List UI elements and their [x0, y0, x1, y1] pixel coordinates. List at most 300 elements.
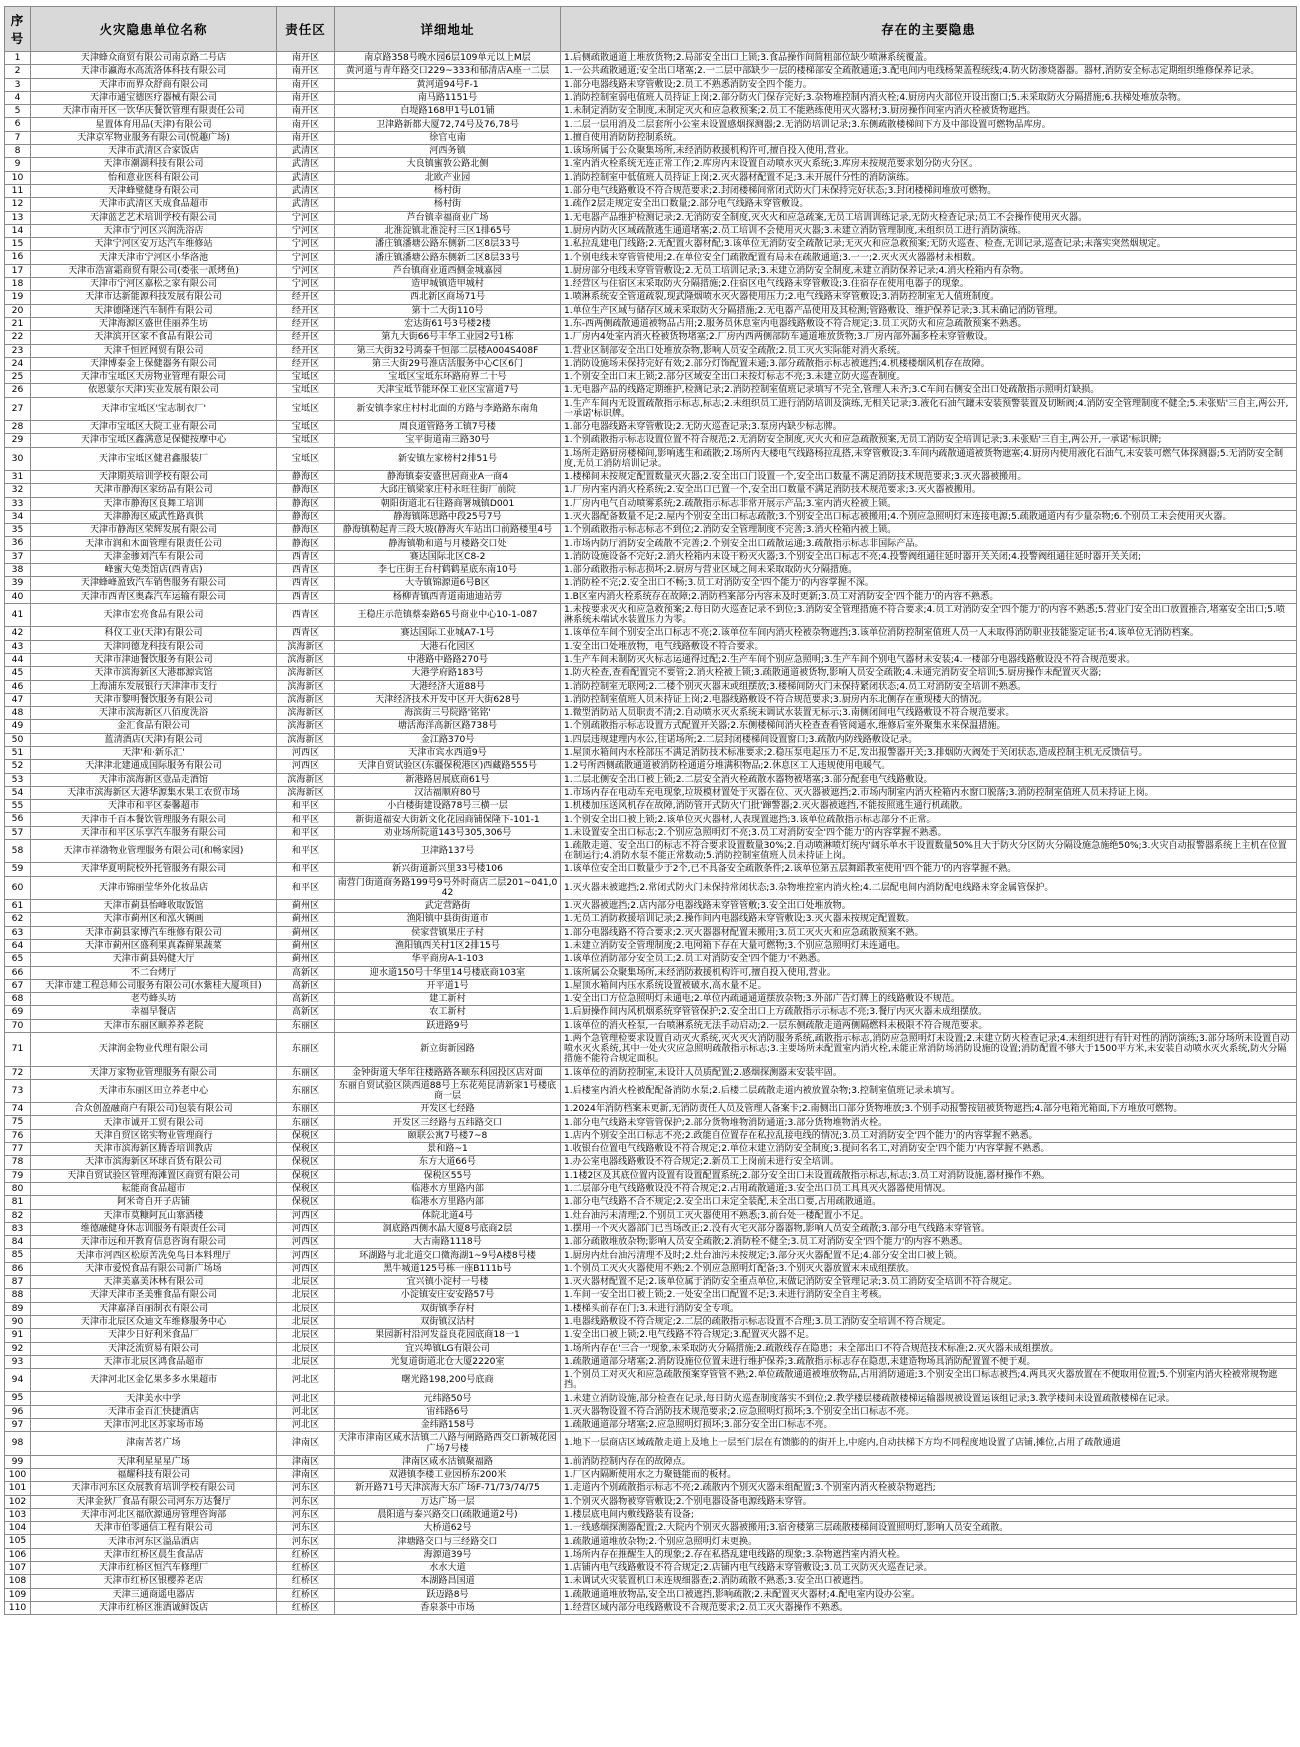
row-address: 小淀镇安庄安安路57号	[335, 1289, 561, 1302]
table-row	[5, 603, 1297, 626]
row-unit-name: 蓝清酒店(天津)有限公司	[31, 733, 277, 746]
row-unit-name: 天津蓝艺艺术培训学校有限公司	[31, 211, 277, 224]
row-index: 58	[5, 840, 31, 863]
col-header-unit-name: 火灾隐患单位名称	[31, 7, 277, 52]
row-index: 107	[5, 1562, 31, 1575]
row-hazards: 1.生产车间未制防灭火标志运通得过配;2.生产车间个别应急照明;3.生产车间个别电气器材未安装;4.一楼部分电器线路敷设没不符合规范要求。	[561, 653, 1297, 666]
row-district: 静海区	[277, 484, 335, 497]
row-district: 河北区	[277, 1392, 335, 1405]
row-address: 临港水方里路内部	[335, 1196, 561, 1209]
row-hazards: 1.微型消防站人员职责不清;2.自动喷水灭火系统未调试水装置无标示;3.南侧闭间电气线路敷设不符合规范要求。	[561, 707, 1297, 720]
table-row	[5, 1432, 1297, 1455]
row-unit-name: 天津市润和木面管理有限责任公司	[31, 537, 277, 550]
row-unit-name: 天津自贸试验区管理海滩置区商贸有限公司	[31, 1169, 277, 1182]
row-index: 45	[5, 667, 31, 680]
table-row	[5, 131, 1297, 144]
row-unit-name: 天津市宏亮食品有限公司	[31, 603, 277, 626]
row-unit-name: 金汇食品有限公司	[31, 720, 277, 733]
row-hazards: 1.安全出口处堆放物，电气线路敷设不符合要求。	[561, 640, 1297, 653]
row-address: 建工新村	[335, 993, 561, 1006]
row-unit-name: 天津市宁河区兴润洗浴店	[31, 224, 277, 237]
row-hazards: 1.疏散通道堆放杂物;2.个别应急照明灯未更换。	[561, 1535, 1297, 1548]
row-district: 河西区	[277, 1249, 335, 1262]
table-row	[5, 1222, 1297, 1235]
row-hazards: 1.该单位的消火栓泵,一台喷淋系统无法手动启动;2.一层东侧疏散走道两侧隔燃料未极限不符合规范要求。	[561, 1019, 1297, 1032]
row-unit-name: 天津市宝坻区天房物业管理有限公司	[31, 371, 277, 384]
row-hazards: 1.疏作2层走规定安全出口数量;2.部分电气线路未穿管敷设。	[561, 198, 1297, 211]
row-unit-name: 天津静海区威武性路真供	[31, 510, 277, 523]
row-hazards: 1.未设置安全出口标志;2.个别应急照明灯不亮;3.员工对消防安全'四个能力'的内容掌握不熟悉。	[561, 826, 1297, 839]
row-hazards: 1.厨房部分电线未穿管管敷设;2.无员工培训记录;3.未建立消防安全制度,未建立消防保养记录;4.消火栓箱内有杂物。	[561, 264, 1297, 277]
row-address: 黑牛城道125号栋一座B111b号	[335, 1262, 561, 1275]
row-address: 大邱庄镇梁家庄村永旺往街厂前院	[335, 484, 561, 497]
table-row	[5, 251, 1297, 264]
row-hazards: 1.办公室电器线路敷设不符合规定;2.新员工上岗前未进行安全培训。	[561, 1156, 1297, 1169]
table-row	[5, 344, 1297, 357]
row-address: 塘活海洋高新区路738号	[335, 720, 561, 733]
row-address: 第三大街29号淮店活服务中心C区6门	[335, 357, 561, 370]
row-index: 71	[5, 1033, 31, 1067]
row-unit-name: 天津市莫糠阿瓦山寨酒楼	[31, 1209, 277, 1222]
row-district: 宁河区	[277, 211, 335, 224]
row-address: 迎水道150号十华里14号楼底商103室	[335, 966, 561, 979]
table-row	[5, 184, 1297, 197]
row-hazards: 1.后厨操作间内风机烟系统穿管管保护;2.安全出口上方疏散指示示标志不亮;3.餐厅内灭火器未成组摆放。	[561, 1006, 1297, 1019]
row-hazards: 1.四层违规建理内水公,往诺场所;2.二层封闭楼梯间设置窗口;3.疏散内防线路敷设记录。	[561, 733, 1297, 746]
row-hazards: 1.店铺内电气线路敷设不符合规定;2.店铺内电气线路末穿管敷设;3.员工灭防灭火巡查记录。	[561, 1562, 1297, 1575]
table-row	[5, 1209, 1297, 1222]
row-address: 海源道39号	[335, 1548, 561, 1561]
row-address: 宙纬路6号	[335, 1405, 561, 1418]
row-district: 宁河区	[277, 278, 335, 291]
row-hazards: 1.厂房内室内消火栓系统;2.安全出口已置一个,安全出口数量不满足消防技术规范要求;3.灭火器被搬用。	[561, 484, 1297, 497]
row-index: 67	[5, 979, 31, 992]
row-unit-name: 天津市河东区溢品酒店	[31, 1535, 277, 1548]
row-unit-name: 幸福早餐店	[31, 1006, 277, 1019]
row-index: 52	[5, 760, 31, 773]
row-unit-name: 天津润金物业代理有限公司	[31, 1033, 277, 1067]
table-row	[5, 1548, 1297, 1561]
row-index: 13	[5, 211, 31, 224]
row-index: 85	[5, 1249, 31, 1262]
table-row	[5, 65, 1297, 78]
table-row	[5, 773, 1297, 786]
row-index: 66	[5, 966, 31, 979]
table-row	[5, 1182, 1297, 1195]
row-unit-name: 天津市瀛海水高流洛体科技有限公司	[31, 65, 277, 78]
table-row	[5, 91, 1297, 104]
row-unit-name: 天津市红桥区恒汽车修理厂	[31, 1562, 277, 1575]
row-address: 渔阳镇西关村1区2排15号	[335, 939, 561, 952]
row-hazards: 1.灶台油污未清理;2.个别员工灭火器使用不熟悉;3.前台处一楼配置小不足。	[561, 1209, 1297, 1222]
table-row	[5, 1079, 1297, 1102]
row-hazards: 1.市场内存在电动车充电现象,垃圾模材置处于灭器在位、灭火器被遮挡;2.市场内制室内消火栓箱内水窗口脱落;3.消防控制室值班人员未持证上岗。	[561, 786, 1297, 799]
table-row	[5, 1033, 1297, 1067]
table-row	[5, 640, 1297, 653]
row-district: 红桥区	[277, 1548, 335, 1561]
row-hazards: 1.二层部分电气线路敷设没不符合规定;2.占用疏散通道;3.安全出口员工具具灭火器器使用情况。	[561, 1182, 1297, 1195]
row-hazards: 1.楼梯头前存在门;3.未进行消防安全专项。	[561, 1302, 1297, 1315]
row-hazards: 1.灭火器未被遮挡;2.常闭式防火门未保持常闭状态;3.杂物堆控室内消火栓;4.二层配电间内消防配电线路未穿金属管保护。	[561, 876, 1297, 899]
row-address: 颐联公寓7号楼7~8	[335, 1129, 561, 1142]
row-index: 69	[5, 1006, 31, 1019]
row-unit-name: 天津市潮湖科技有限公司	[31, 158, 277, 171]
row-address: 开发区三经路与五纬路交口	[335, 1116, 561, 1129]
row-unit-name: 天津市滨海新区腾香培训教店	[31, 1143, 277, 1156]
row-unit-name: 天津市东丽区颐养养老院	[31, 1019, 277, 1032]
row-address: 元纬路50号	[335, 1392, 561, 1405]
row-unit-name: 天津市伯零通信工程有限公司	[31, 1522, 277, 1535]
row-address: 新安镇左家榜村2排51号	[335, 447, 561, 470]
row-index: 31	[5, 471, 31, 484]
row-address: 新港路居展底商61号	[335, 773, 561, 786]
row-hazards: 1.二层一层用消及二层套所小公室未设置感烟探测器;2.无消防培训记录;3.东侧疏散楼梯间下方及中部设置可燃物品库房。	[561, 118, 1297, 131]
row-address: 大良镇蜜敦公路北侧	[335, 158, 561, 171]
row-address: 河西务镇	[335, 145, 561, 158]
row-hazards: 1.喷淋系统安全管道疏裂,现武隆烟喷水灭火器使用压力;2.电气线路未穿管敷设;3.消防控制室无人值班制度。	[561, 291, 1297, 304]
row-unit-name: 怡和意业医科有限公司	[31, 171, 277, 184]
row-hazards: 1.市场内防厅消防安全疏散不完善;2.个别安全出口疏散运通;3.疏散指示标志非国际产品。	[561, 537, 1297, 550]
row-unit-name: 天津金骖刘汽车有限公司	[31, 550, 277, 563]
row-district: 西青区	[277, 627, 335, 640]
row-unit-name: 天津市西青区奥森汽车运输有限公司	[31, 590, 277, 603]
table-row	[5, 1495, 1297, 1508]
table-row	[5, 278, 1297, 291]
row-index: 23	[5, 344, 31, 357]
row-district: 和平区	[277, 813, 335, 826]
row-district: 津南区	[277, 1432, 335, 1455]
row-hazards: 1.安全出口方位急照明灯未通电;2.单位内疏通通道摆放杂物;3.外部广告灯牌上的线路敷设不规范。	[561, 993, 1297, 1006]
row-unit-name: 天津市滨海新区壹品走酒馆	[31, 773, 277, 786]
row-hazards: 1.消防设施设备不完好;2.消火栓箱内未设干粉灭火器;3.个别安全出口标志不亮;4.投警阀组通往延时器开关关闭;4.投警阀组通往延时器开关关闭;	[561, 550, 1297, 563]
table-row	[5, 786, 1297, 799]
row-address: 光复道街道北仓大厦2220室	[335, 1355, 561, 1368]
row-address: 天津自贸试验区(东疆保税港区)西藏路555号	[335, 760, 561, 773]
row-address: 南营门街道商务路199号9号外时商店二层201~041,042	[335, 876, 561, 899]
row-index: 54	[5, 786, 31, 799]
row-hazards: 1.单位生产区域与储存区域未采取防火分隔措施;2.无电器产品使用及其检测;管路敷设、维护保养记录;3.其未确记消防管理。	[561, 304, 1297, 317]
table-row	[5, 1482, 1297, 1495]
row-district: 武清区	[277, 158, 335, 171]
row-district: 北辰区	[277, 1302, 335, 1315]
row-index: 62	[5, 913, 31, 926]
table-row	[5, 158, 1297, 171]
table-row	[5, 434, 1297, 447]
table-row	[5, 1262, 1297, 1275]
row-district: 红桥区	[277, 1588, 335, 1601]
row-hazards: 1.摆用一个灭火器部门已当场改正;2.没有火宅灭部分器器物,影响人员安全疏散;3.部分电气线路末穿管管。	[561, 1222, 1297, 1235]
table-row	[5, 1196, 1297, 1209]
row-hazards: 1.灭火器物设置不符合消防技术规范要求;2.应急照明灯损坏;3.个别安全出口标志不亮。	[561, 1405, 1297, 1418]
row-district: 和平区	[277, 840, 335, 863]
row-district: 津南区	[277, 1455, 335, 1468]
table-row	[5, 1588, 1297, 1601]
row-unit-name: 天津德隆迷汽车制件有限公司	[31, 304, 277, 317]
row-hazards: 1.部分疏散指示标志损坏;2.厨房与营业区域之间未采取取防火分隔措施。	[561, 564, 1297, 577]
row-unit-name: 天津市而界众舒商有限公司	[31, 78, 277, 91]
row-index: 57	[5, 826, 31, 839]
row-unit-name: 天津市南开区一饮华庆餐饮管理有限责任公司	[31, 105, 277, 118]
row-address: 静海镇泰安盛世居商业A一商4	[335, 471, 561, 484]
row-hazards: 1.二层北侧安全出口被上锁;2.二层安全消火栓疏散水器物被堵塞;3.部分配套电气线路敷设。	[561, 773, 1297, 786]
table-row	[5, 447, 1297, 470]
row-unit-name: 天津市通宝德医疗器械有限公司	[31, 91, 277, 104]
row-address: 武定营路街	[335, 900, 561, 913]
row-address: 造甲城镇造甲城村	[335, 278, 561, 291]
table-row	[5, 577, 1297, 590]
table-row	[5, 264, 1297, 277]
row-district: 南开区	[277, 118, 335, 131]
row-address: 周良道管路务工镇7号楼	[335, 421, 561, 434]
row-address: 北淮淀镇北淮淀村三区1排65号	[335, 224, 561, 237]
col-header-address: 详细地址	[335, 7, 561, 52]
row-hazards: 1.营业区制部安全出口处堆放杂物,影响人员安全疏散;2.员工灭火实际能对消火系统。	[561, 344, 1297, 357]
row-index: 20	[5, 304, 31, 317]
table-row	[5, 1019, 1297, 1032]
table-row	[5, 211, 1297, 224]
row-unit-name: 天津利星星星广场	[31, 1455, 277, 1468]
row-hazards: 1.生产车间内无设置疏散指示标志,标志;2.未组织员工进行消防培训及演练,无相关记录;3.液化石油气罐未安装预警装置及切断阀;4.消防安全管理制度不健全;5.未张贴'三自主,两公开,一承诺'标识牌。	[561, 397, 1297, 420]
row-address: 跃进路9号	[335, 1019, 561, 1032]
table-row	[5, 118, 1297, 131]
table-row	[5, 926, 1297, 939]
row-address: 静海镇勒起青三段大坡(静海火车站出口前路楼里4号	[335, 524, 561, 537]
row-hazards: 1.防火栓查,查看配置完不要管;2.消火栓被上锁;3.疏散通道被货物,影响人员安全疏散;4.未通完消防安全培训;5.厨房操作未配置灭火器;	[561, 667, 1297, 680]
row-address: 宜兴镇小淀村一号楼	[335, 1276, 561, 1289]
table-row	[5, 826, 1297, 839]
row-address: 潘庄镇潘塘公路东侧新二区8层33号	[335, 251, 561, 264]
row-unit-name: 天津金狄厂食品有限公司河东万达餐厅	[31, 1495, 277, 1508]
table-row	[5, 510, 1297, 523]
row-address: 双街镇汉沽村	[335, 1315, 561, 1328]
row-unit-name: 天津市远和开教育信息咨询有限公司	[31, 1236, 277, 1249]
row-address: 杨柳青镇西青道南迪迪站劳	[335, 590, 561, 603]
row-unit-name: 阿米奇自开子店铺	[31, 1196, 277, 1209]
col-header-district: 责任区	[277, 7, 335, 52]
row-district: 河东区	[277, 1495, 335, 1508]
row-hazards: 1.未建立消防安全管理制度;2.电网箱下存在大量可燃物;3.个别应急照明灯未连通电。	[561, 939, 1297, 952]
row-district: 河西区	[277, 760, 335, 773]
table-row	[5, 471, 1297, 484]
row-address: 第九大街66号丰华工业园2号1栋	[335, 331, 561, 344]
row-address: 东方大道66号	[335, 1156, 561, 1169]
row-index: 95	[5, 1392, 31, 1405]
row-unit-name: 天津市锦丽莹华外化妆品店	[31, 876, 277, 899]
row-hazards: 1.灭火器被遮挡;2.店内部分电器线路未穿管管敷;3.安全出口处堆放物。	[561, 900, 1297, 913]
row-hazards: 1.疏散通道堆放物品,安全出口被遮挡,影响疏散;2.未配置灭火器材;4.配电室内设办公室。	[561, 1588, 1297, 1601]
row-unit-name: 天津市蓟县怡峰收取饭馆	[31, 900, 277, 913]
row-hazards: 1.个别灭火器物被穿管敷设;2.个别电器设备电源线路未穿管。	[561, 1495, 1297, 1508]
row-district: 宝坻区	[277, 434, 335, 447]
row-district: 河西区	[277, 1262, 335, 1275]
row-unit-name: 天津市祥渤物业管理服务有限公司(和畅家园)	[31, 840, 277, 863]
row-address: 大桥道62号	[335, 1522, 561, 1535]
row-unit-name: 天津市滨海新区大港华源集水果工农贸市场	[31, 786, 277, 799]
row-unit-name: 天津嘉泽百丽制衣有限公司	[31, 1302, 277, 1315]
row-hazards: 1.个别疏散指示标志设置方式配置开关器;2.东侧楼梯间消火栓查查看管阅通水,维修后室外聚集水来保温措施。	[561, 720, 1297, 733]
row-unit-name: 天津市北辰区鸿食品超市	[31, 1355, 277, 1368]
table-row	[5, 1535, 1297, 1548]
row-unit-name: 天津宁河区安万达汽车维修站	[31, 238, 277, 251]
row-unit-name: 天津津北建通成国际服务有限公司	[31, 760, 277, 773]
row-address: 黄河道94号F-1	[335, 78, 561, 91]
row-index: 103	[5, 1508, 31, 1521]
row-address: 果园新村沿河发益良花园底商18一1	[335, 1329, 561, 1342]
row-index: 28	[5, 421, 31, 434]
row-address: 徐官屯南	[335, 131, 561, 144]
row-hazards: 1.部分电气线路未穿管管保护;2.部分货物堆物消防通道;3.部分货物堆物消火栓。	[561, 1116, 1297, 1129]
row-hazards: 1.1楼2区及其底位置内设置有设置配置系统;2.部分安全出口未设置疏散指示标志,标志;3.员工对消防设施,器材操作不熟。	[561, 1169, 1297, 1182]
table-head	[5, 7, 1297, 52]
table-row	[5, 331, 1297, 344]
row-hazards: 1.个别疏散指示标志标志不到位;2.消防安全管理制度不完善;3.消火栓箱内被上锁。	[561, 524, 1297, 537]
row-address: 本湖路昌国道	[335, 1575, 561, 1588]
row-unit-name: 天津三通商遥电器店	[31, 1588, 277, 1601]
row-district: 北辰区	[277, 1289, 335, 1302]
row-index: 6	[5, 118, 31, 131]
row-address: 晨阳道与泰兴路交口(疏散通道2号)	[335, 1508, 561, 1521]
row-hazards: 1.楼层底电间内敷线路装有设备;	[561, 1508, 1297, 1521]
row-index: 73	[5, 1079, 31, 1102]
row-unit-name: 天津蜂峰盈致汽车销售服务有限公司	[31, 577, 277, 590]
row-index: 17	[5, 264, 31, 277]
row-index: 68	[5, 993, 31, 1006]
table-row	[5, 317, 1297, 330]
row-unit-name: 天津市建工程总师公司服务有限公司(水紫桂大厦项目)	[31, 979, 277, 992]
row-district: 静海区	[277, 471, 335, 484]
row-district: 西青区	[277, 577, 335, 590]
row-hazards: 1.后楼室内消火栓被配配备消防水泵;2.后楼二层疏散走道内被放置杂物;3.控制室值班记录未填写。	[561, 1079, 1297, 1102]
row-address: 大港经济大道88号	[335, 680, 561, 693]
table-row	[5, 993, 1297, 1006]
row-district: 滨海新区	[277, 707, 335, 720]
row-hazards: 1.疏散走道、安全出口的标志不符合要求设置数量30%;2.自动喷淋喷灯统内'阔乐单水干设置数量50%且大于防火分区防火分隔设施急施绝50%;3.火灾自动报警器系统上主机在位置在制运行;4.消防水泵不能正常数动;5.消防控制室值班人员未持证上岗。	[561, 840, 1297, 863]
row-district: 滨海新区	[277, 786, 335, 799]
row-index: 99	[5, 1455, 31, 1468]
row-address: 新安镇李家庄村村北面的方路与李路路东南角	[335, 397, 561, 420]
row-hazards: 1.消防控制室弱电值班人员持证上岗;2.部分防火门保存完好;3.杂物堆控制内消火栓;4.厨房内火部位开设出窗口;5.未采取防火分隔措施;6.扶梯处堆放杂物。	[561, 91, 1297, 104]
row-index: 36	[5, 537, 31, 550]
row-district: 河西区	[277, 746, 335, 759]
row-index: 110	[5, 1601, 31, 1614]
row-index: 41	[5, 603, 31, 626]
table-row	[5, 1575, 1297, 1588]
row-hazards: 1.私拉乱建电门线路;2.无配置火器材配;3.该单位无消防安全疏散记录;无灭火和应急救预案;无防火巡查、检查,无训记录,巡查记录;未落实突然烟规定。	[561, 238, 1297, 251]
row-district: 静海区	[277, 497, 335, 510]
row-address: 天津经济技术开发中区开大街628号	[335, 693, 561, 706]
row-unit-name: 星置体育用品(天津)有限公司	[31, 118, 277, 131]
row-unit-name: 天津海源区盛世佳丽养生坊	[31, 317, 277, 330]
row-index: 42	[5, 627, 31, 640]
row-hazards: 1.部分疏散堆放杂物;影响人员安全疏散;2.消防栓不健全;3.员工对消防安全'四个能力'的内容不熟悉。	[561, 1236, 1297, 1249]
row-unit-name: 天津自贸区铭实物业管理商行	[31, 1129, 277, 1142]
table-row	[5, 224, 1297, 237]
table-row	[5, 145, 1297, 158]
row-unit-name: 天津市宝坻区鑫满意足保健按摩中心	[31, 434, 277, 447]
row-address: 开发区七经路	[335, 1103, 561, 1116]
row-district: 滨海新区	[277, 640, 335, 653]
row-district: 东丽区	[277, 1066, 335, 1079]
row-index: 59	[5, 863, 31, 876]
row-hazards: 1.经营区与住宿区末采取防火分隔措施;2.住宿区电气线路未穿管敷设;3.住宿存在使用电器子的现象。	[561, 278, 1297, 291]
row-address: 第十二大街110号	[335, 304, 561, 317]
row-unit-name: 天津市诚开工贸有限公司	[31, 1116, 277, 1129]
row-unit-name: 福耀科技有限公司	[31, 1468, 277, 1481]
row-address: 金钟街道大华年往楼路路各颐东科园投区店对面	[335, 1066, 561, 1079]
row-district: 蓟州区	[277, 926, 335, 939]
row-index: 65	[5, 953, 31, 966]
row-hazards: 1.厨房内灶台油污清理不及时;2.灶台油污未按规定;3.部分灭火器配置不足;4.部分安全出口被上锁。	[561, 1249, 1297, 1262]
row-address: 万达广场一层	[335, 1495, 561, 1508]
row-district: 滨海新区	[277, 667, 335, 680]
row-address: 水水大道	[335, 1562, 561, 1575]
table-row	[5, 667, 1297, 680]
row-hazards: 1.疏散通道部分堵塞;2.应急照明灯损坏;3.部分安全出口标志不亮。	[561, 1419, 1297, 1432]
row-address: 临港水方里路内部	[335, 1182, 561, 1195]
row-address: 海滨街三号院路'铭铭'	[335, 707, 561, 720]
table-row	[5, 1289, 1297, 1302]
row-unit-name: 天津市静海区良舞工培训	[31, 497, 277, 510]
row-hazards: 1.厂区内隔断使用水之力聚链能而的板材。	[561, 1468, 1297, 1481]
row-hazards: 1.前消防控制内存在的故障点。	[561, 1455, 1297, 1468]
row-address: 双街镇季存村	[335, 1302, 561, 1315]
row-index: 60	[5, 876, 31, 899]
row-hazards: 1.未制定消防安全制度,未制定灭火和应急救预案;2.员工不能熟练使用灭火器材;3.厨房操作间室内消火栓被货物遮挡。	[561, 105, 1297, 118]
row-unit-name: 天津京军物业服务有限公司(悦趣广场)	[31, 131, 277, 144]
table-row	[5, 357, 1297, 370]
table-row	[5, 1562, 1297, 1575]
table-row	[5, 1508, 1297, 1521]
row-hazards: 1.无员工消防救援培训记录;2.操作间内电器线路未穿管敷设;3.灭火器未按规定配置数。	[561, 913, 1297, 926]
row-district: 滨海新区	[277, 653, 335, 666]
row-address: 大港石化园区	[335, 640, 561, 653]
row-district: 河北区	[277, 1369, 335, 1392]
row-index: 91	[5, 1329, 31, 1342]
row-district: 宝坻区	[277, 371, 335, 384]
row-district: 河东区	[277, 1482, 335, 1495]
row-district: 河西区	[277, 1236, 335, 1249]
table-row	[5, 105, 1297, 118]
row-hazards: 1.该单位安全出口数量少于2个,已不具备安全疏散条件;2.该单位第五层舞蹈教室使用'四个能力'的内容掌握不熟。	[561, 863, 1297, 876]
row-hazards: 1.屋顶水箱间内水栓部压不满足消防技术标准要求;2.稳压泵电起压力不足,发出报警器开关;3.排烟防火阀处于关闭状态,造成控制主机无反馈信号。	[561, 746, 1297, 759]
row-hazards: 1.个别安全出口末上锁;2.部分区域安全出口未按灯标志不亮;3.未建立防火巡查制度。	[561, 371, 1297, 384]
table-row	[5, 397, 1297, 420]
row-unit-name: 天津市蓟州区和泓火辆画	[31, 913, 277, 926]
row-index: 86	[5, 1262, 31, 1275]
row-district: 经开区	[277, 331, 335, 344]
row-hazards: 1.2号所西侧疏散通道被消防栓通道分堆满积物品;2.休息区工人违规使用电暖气。	[561, 760, 1297, 773]
row-district: 和平区	[277, 826, 335, 839]
row-hazards: 1.该所属公众聚集场所,未经消防救援机构许可,擅自投入使用,营业。	[561, 966, 1297, 979]
row-index: 5	[5, 105, 31, 118]
row-hazards: 1.地下一层商店区域疏散走道上及地上一层至门层在有馈膨的的街开上,中庭内,自动扶梯下方均不同程度地设置了店铺,摊位,占用了疏散通道	[561, 1432, 1297, 1455]
row-unit-name: 天津市宝坻区'宝志制衣厂'	[31, 397, 277, 420]
row-index: 47	[5, 693, 31, 706]
row-unit-name: 天津市滨海新区八佰度洗浴	[31, 707, 277, 720]
row-district: 滨海新区	[277, 693, 335, 706]
row-district: 滨海新区	[277, 773, 335, 786]
row-district: 北辰区	[277, 1342, 335, 1355]
table-row	[5, 939, 1297, 952]
row-address: 景和路~1	[335, 1143, 561, 1156]
row-address: 南京路358号晚水园6层109单元以上M层	[335, 52, 561, 65]
row-index: 61	[5, 900, 31, 913]
row-index: 2	[5, 65, 31, 78]
row-district: 高新区	[277, 966, 335, 979]
row-hazards: 1.经营区域内部分电线路敷设不合规范要求;2.员工灭火器操作不熟悉。	[561, 1601, 1297, 1614]
row-hazards: 1.消防设施场未保持完好有效;2.部分灯饰配置未通;3.部分疏散指示标志被遮挡;4.机楼楼烟风机存在故障。	[561, 357, 1297, 370]
row-district: 东丽区	[277, 1116, 335, 1129]
